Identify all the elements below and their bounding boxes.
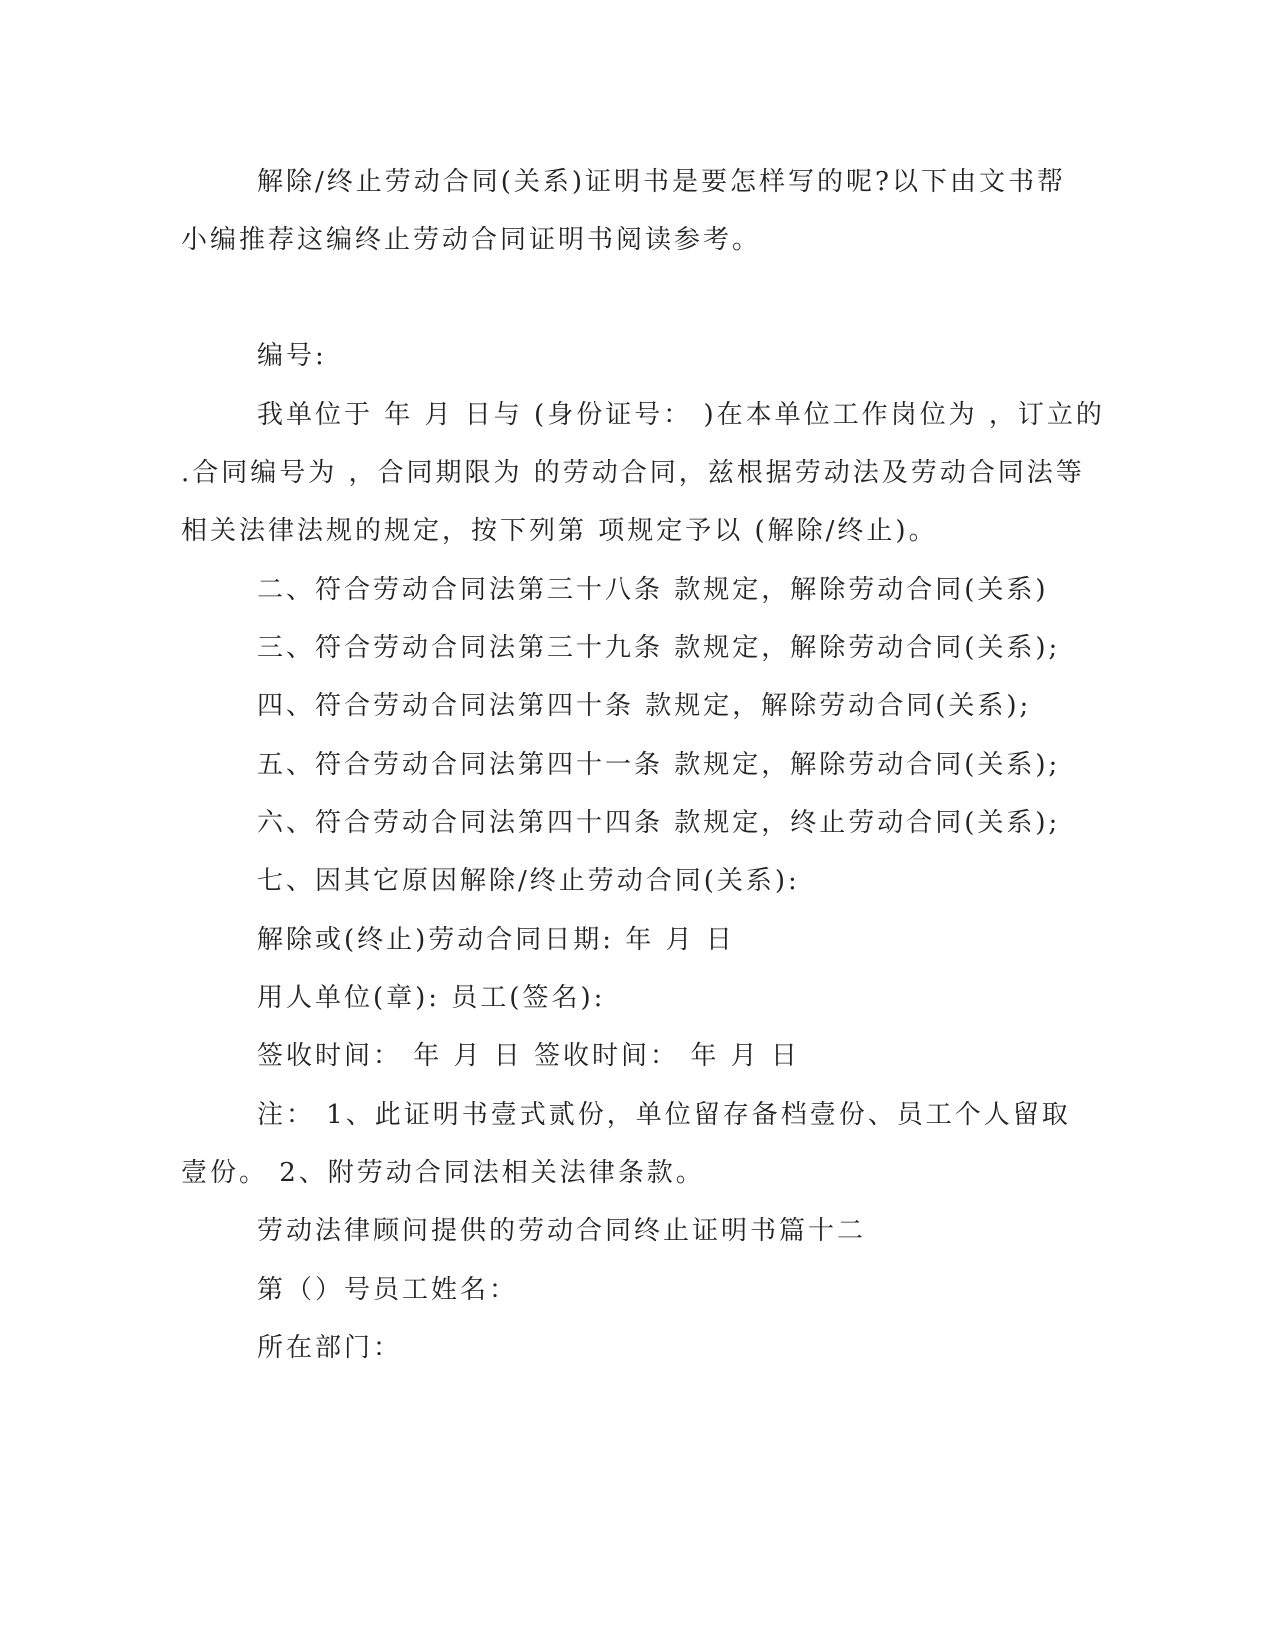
number-label: 编号:	[257, 341, 327, 371]
clause-item: 六、符合劳动合同法第四十四条 款规定，终止劳动合同(关系);	[257, 808, 1061, 838]
section-title: 劳动法律顾问提供的劳动合同终止证明书篇十二	[257, 1216, 867, 1246]
employee-name-line: 第（）号员工姓名：	[257, 1275, 519, 1305]
signature-line: 用人单位(章): 员工(签名):	[257, 983, 606, 1013]
clause-item: 七、因其它原因解除/终止劳动合同(关系):	[257, 866, 800, 896]
note-line-2: 壹份。 2、附劳动合同法相关法律条款。	[181, 1158, 705, 1188]
termination-date: 解除或(终止)劳动合同日期: 年 月 日	[257, 925, 735, 955]
clause-item: 三、符合劳动合同法第三十九条 款规定，解除劳动合同(关系);	[257, 633, 1061, 663]
receipt-time-line: 签收时间： 年 月 日 签收时间： 年 月 日	[257, 1041, 800, 1071]
clause-item: 四、符合劳动合同法第四十条 款规定，解除劳动合同(关系);	[257, 691, 1032, 721]
clause-item: 五、符合劳动合同法第四十一条 款规定，解除劳动合同(关系);	[257, 750, 1061, 780]
body-line-1: 我单位于 年 月 日与 (身份证号： )在本单位工作岗位为 ，订立的	[257, 400, 1105, 430]
intro-line-1: 解除/终止劳动合同(关系)证明书是要怎样写的呢?以下由文书帮	[257, 167, 1066, 197]
note-line-1: 注： 1、此证明书壹式贰份，单位留存备档壹份、员工个人留取	[257, 1100, 1071, 1130]
body-line-3: 相关法律法规的规定，按下列第 项规定予以 (解除/终止)。	[181, 516, 938, 546]
department-line: 所在部门：	[257, 1333, 403, 1363]
intro-line-2: 小编推荐这编终止劳动合同证明书阅读参考。	[181, 225, 762, 255]
clause-item: 二、符合劳动合同法第三十八条 款规定，解除劳动合同(关系)	[257, 575, 1049, 605]
body-line-2: .合同编号为 ，合同期限为 的劳动合同，兹根据劳动法及劳动合同法等	[181, 458, 1085, 488]
